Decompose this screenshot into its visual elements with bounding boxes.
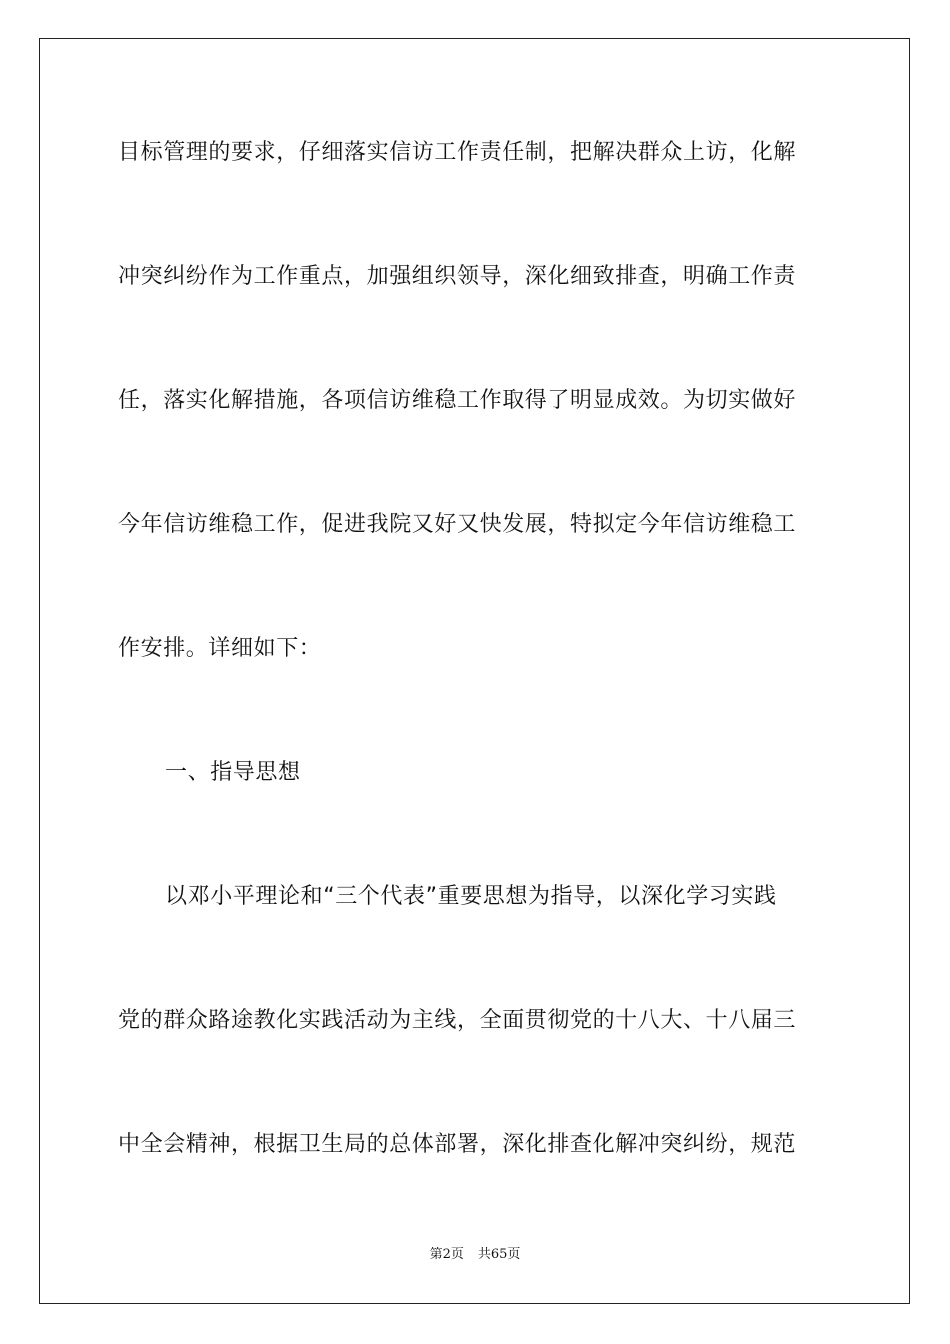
paragraph-line: 以邓小平理论和“三个代表”重要思想为指导，以深化学习实践: [165, 884, 777, 909]
page-frame: [39, 38, 910, 1304]
section-heading: 一、指导思想: [165, 760, 301, 785]
paragraph-line: 任，落实化解措施，各项信访维稳工作取得了明显成效。为切实做好: [118, 388, 797, 413]
page-footer: [0, 1246, 950, 1264]
page-number: 第2页: [429, 1247, 464, 1262]
paragraph-line: 今年信访维稳工作，促进我院又好又快发展，特拟定今年信访维稳工: [118, 512, 797, 537]
page-total: 共65页: [477, 1247, 521, 1262]
paragraph-line: 中全会精神，根据卫生局的总体部署，深化排查化解冲突纠纷，规范: [118, 1132, 797, 1157]
paragraph-line: 目标管理的要求，仔细落实信访工作责任制，把解决群众上访，化解: [118, 140, 797, 165]
paragraph-line: 作安排。详细如下：: [118, 636, 322, 661]
paragraph-line: 冲突纠纷作为工作重点，加强组织领导，深化细致排查，明确工作责: [118, 264, 797, 289]
paragraph-line: 党的群众路途教化实践活动为主线，全面贯彻党的十八大、十八届三: [118, 1008, 797, 1033]
